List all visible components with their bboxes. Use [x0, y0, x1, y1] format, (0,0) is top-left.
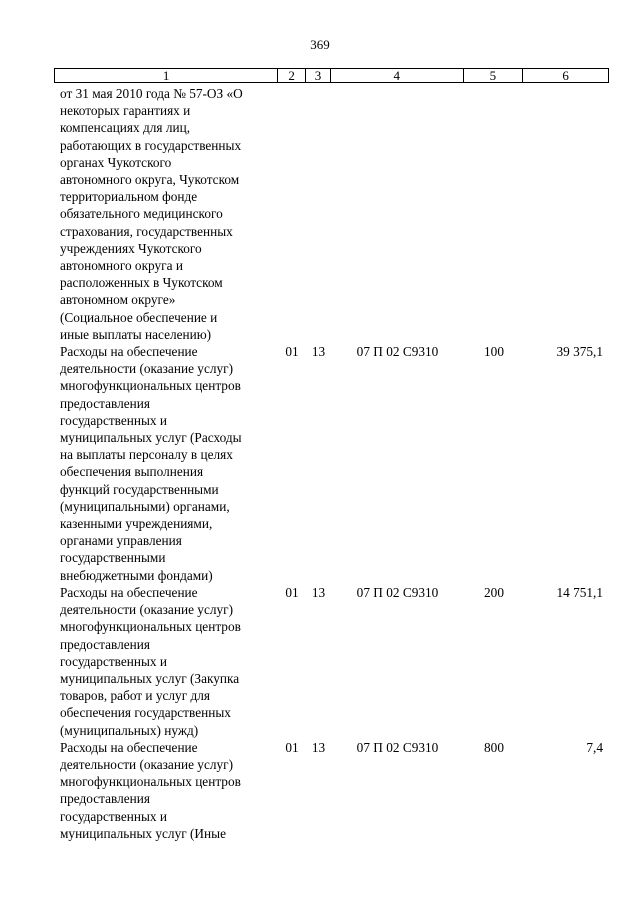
- amount-value: 7,4: [586, 739, 603, 755]
- column-header-5: 5: [464, 69, 524, 82]
- column-header-4: 4: [331, 69, 464, 82]
- expense-type-code: 800: [484, 739, 504, 755]
- column-header-6: 6: [562, 68, 569, 83]
- description-line: государственных и: [60, 412, 168, 428]
- description-line: предоставления: [60, 791, 151, 807]
- description-line: деятельности (оказание услуг): [60, 361, 234, 377]
- description-line: (муниципальных) нужд): [60, 722, 199, 738]
- column-header-3: 3: [306, 69, 331, 82]
- description-line: внебюджетными фондами): [60, 567, 213, 583]
- description-line: казенными учреждениями,: [60, 516, 213, 532]
- target-article-code: 07 П 02 С9310: [356, 739, 439, 755]
- description-line: деятельности (оказание услуг): [60, 756, 234, 772]
- description-line: муниципальных услуг (Иные: [60, 825, 226, 841]
- description-line: автономном округе»: [60, 292, 176, 308]
- description-line: компенсациях для лиц,: [60, 120, 191, 136]
- description-line: обязательного медицинского: [60, 206, 223, 222]
- description-line: государственных и: [60, 653, 168, 669]
- description-line: территориальном фонде: [60, 189, 198, 205]
- description-line: функций государственными: [60, 481, 219, 497]
- description-line: расположенных в Чукотском: [60, 275, 223, 291]
- description-line: многофункциональных центров: [60, 774, 241, 790]
- section-code: 01: [285, 344, 299, 360]
- row-description: [60, 739, 278, 842]
- table-body: [60, 85, 609, 842]
- description-line: многофункциональных центров: [60, 378, 241, 394]
- description-line: деятельности (оказание услуг): [60, 602, 234, 618]
- description-line: некоторых гарантиях и: [60, 103, 191, 119]
- description-line: государственных и: [60, 808, 168, 824]
- description-line: муниципальных услуг (Расходы: [60, 430, 242, 446]
- description-line: на выплаты персоналу в целях: [60, 447, 233, 463]
- expense-type-code: 200: [484, 584, 504, 600]
- table-row: [60, 584, 609, 739]
- subsection-code: 13: [311, 739, 326, 755]
- description-line: учреждениях Чукотского: [60, 240, 202, 256]
- column-header-1: 1: [55, 69, 278, 82]
- row-description: [60, 584, 278, 739]
- description-line: многофункциональных центров: [60, 619, 241, 635]
- target-article-code: 07 П 02 С9310: [356, 584, 439, 600]
- description-line: (муниципальными) органами,: [60, 498, 230, 514]
- amount-value: 39 375,1: [556, 344, 603, 360]
- description-line: Расходы на обеспечение: [60, 739, 198, 755]
- description-line: работающих в государственных: [60, 137, 242, 153]
- description-line: иные выплаты населению): [60, 326, 212, 342]
- description-line: муниципальных услуг (Закупка: [60, 670, 240, 686]
- description-line: автономного округа и: [60, 258, 183, 274]
- table-header: [54, 68, 609, 83]
- description-line: органами управления: [60, 533, 182, 549]
- column-header-2: 2: [278, 69, 306, 82]
- expense-type-code: 100: [484, 344, 504, 360]
- table-row: [60, 739, 609, 842]
- description-line: обеспечения государственных: [60, 705, 231, 721]
- target-article-code: 07 П 02 С9310: [356, 344, 439, 360]
- description-line: обеспечения выполнения: [60, 464, 204, 480]
- description-line: предоставления: [60, 636, 151, 652]
- section-code: 01: [285, 584, 299, 600]
- description-line: автономного округа, Чукотском: [60, 172, 240, 188]
- description-line: (Социальное обеспечение и: [60, 309, 218, 325]
- description-line: страхования, государственных: [60, 223, 233, 239]
- row-description: [60, 343, 278, 584]
- table-row: [60, 343, 609, 584]
- description-line: предоставления: [60, 395, 151, 411]
- description-line: товаров, работ и услуг для: [60, 688, 211, 704]
- description-line: Расходы на обеспечение: [60, 584, 198, 600]
- description-line: от 31 мая 2010 года № 57-ОЗ «О: [60, 86, 243, 101]
- page-number: 369: [310, 37, 330, 52]
- description-line: органах Чукотского: [60, 154, 172, 170]
- table-row: [60, 85, 609, 343]
- subsection-code: 13: [311, 584, 326, 600]
- section-code: 01: [285, 739, 299, 755]
- row-description: [60, 85, 278, 343]
- subsection-code: 13: [311, 344, 326, 360]
- description-line: государственными: [60, 550, 166, 566]
- amount-value: 14 751,1: [556, 584, 603, 600]
- description-line: Расходы на обеспечение: [60, 344, 198, 360]
